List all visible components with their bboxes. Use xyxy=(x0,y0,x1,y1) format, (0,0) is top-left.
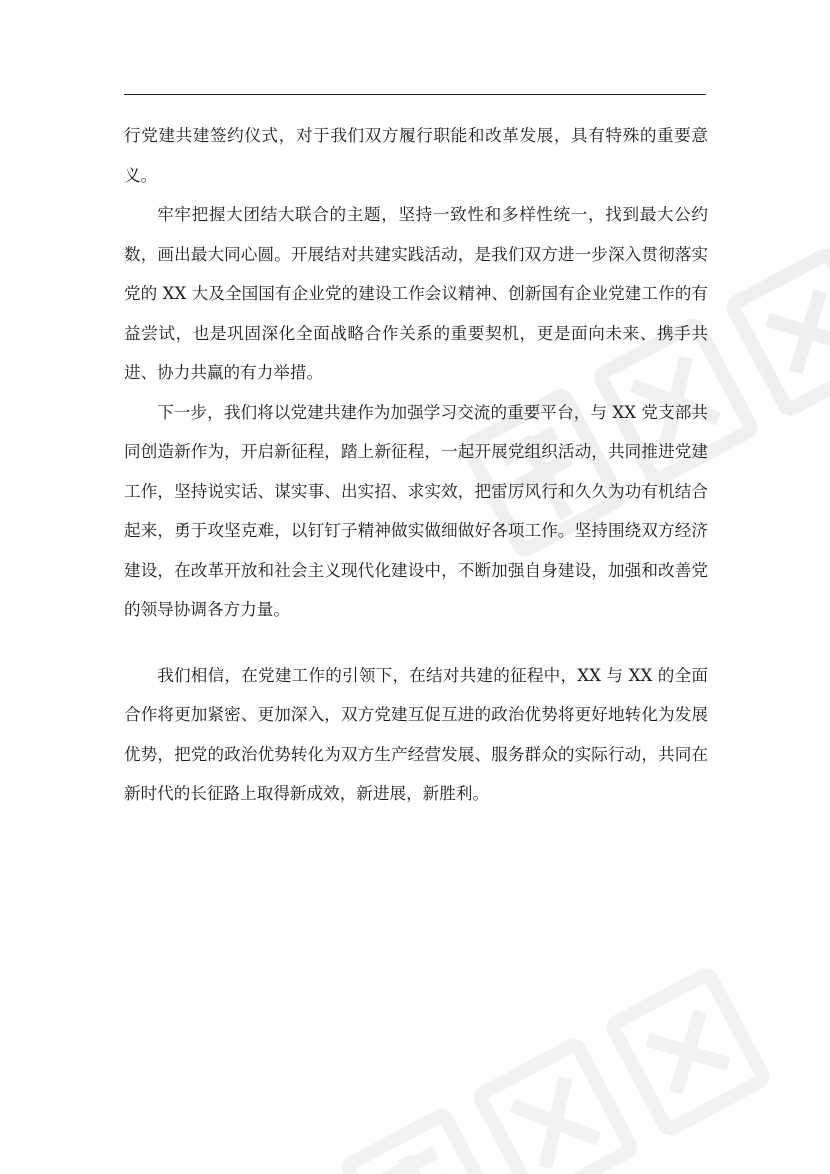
paragraph-belief: 我们相信，在党建工作的引领下，在结对共建的征程中，XX 与 XX 的全面合作将更加紧密、更加深入，双方党建互促互进的政治优势将更好地转化为发展优势，把党的政治优势转化为双方生产经营发展、服务群众的实际行动，共同在新时代的长征路上取得新成效，新进展，新胜利。 xyxy=(124,665,708,803)
watermark-graphic-bottom xyxy=(310,924,810,1174)
header-rule xyxy=(124,94,706,95)
paragraph-unity: 牢牢把握大团结大联合的主题，坚持一致性和多样性统一，找到最大公约数，画出最大同心圆。开展结对共建实践活动，是我们双方进一步深入贯彻落实党的 XX 大及全国国有企业党的建设工作会议精神、创新国有企业党建工作的有益尝试，也是巩固深化全面战略合作关系的重要契机，更是面向未来、携手共进、协力共赢的有力举措。 xyxy=(124,205,708,382)
document-body xyxy=(124,116,708,814)
paragraph-next-step: 下一步，我们将以党建共建作为加强学习交流的重要平台，与 XX 党支部共同创造新作为，开启新征程，踏上新征程，一起开展党组织活动，共同推进党建工作，坚持说实话、谋实事、出实招、求实效，把雷厉风行和久久为功有机结合起来，勇于攻坚克难，以钉钉子精神做实做细做好各项工作。坚持围绕双方经济建设，在改革开放和社会主义现代化建设中，不断加强自身建设，加强和改善党的领导协调各方力量。 xyxy=(124,402,708,619)
paragraph-continuation: 行党建共建签约仪式，对于我们双方履行职能和改革发展，具有特殊的重要意义。 xyxy=(124,126,708,185)
